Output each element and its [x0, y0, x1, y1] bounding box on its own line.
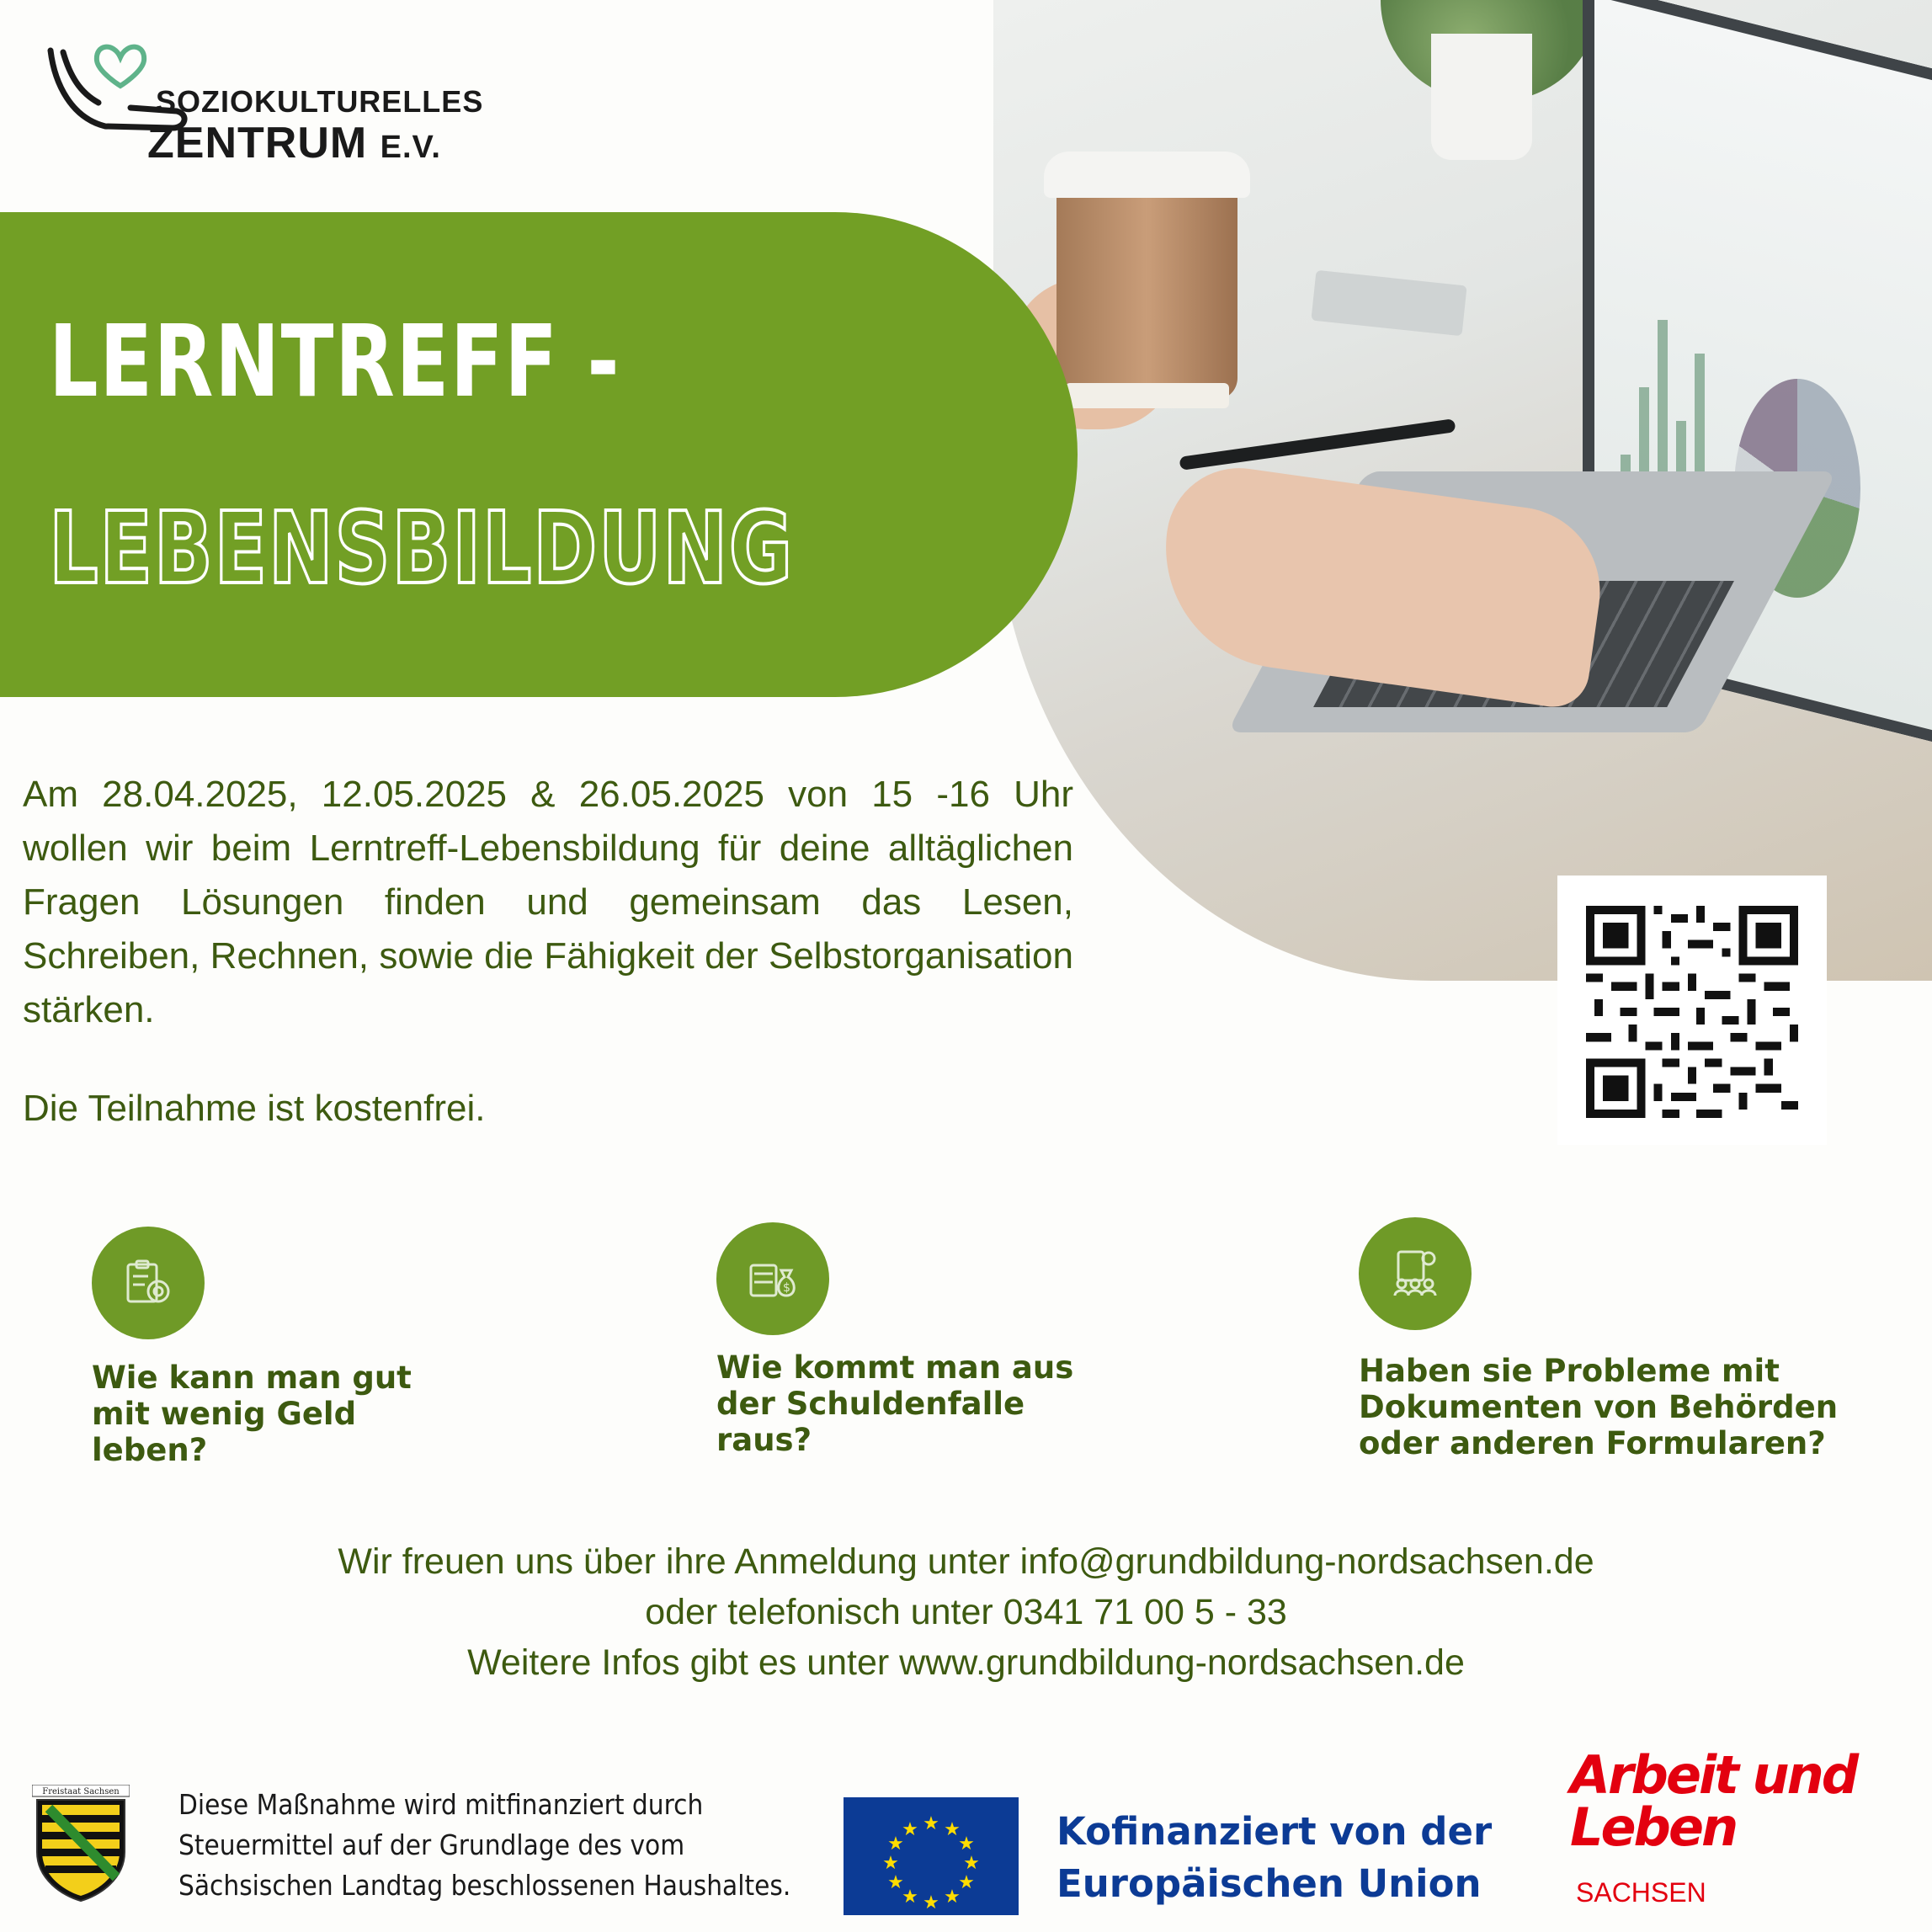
plant-pot [1431, 34, 1532, 160]
intro-text: Am 28.04.2025, 12.05.2025 & 26.05.2025 von 15 -16 Uhr wollen wir beim Lerntreff-Lebensbildung für deine alltäglichen Fragen Lösungen finden und gemeinsam das Lesen, Schreiben, Rechnen, sowie die Fähigkeit der Selbstorganisation stärken. [23, 774, 1073, 1030]
contact-web-line[interactable]: Weitere Infos gibt es unter www.grundbildung-nordsachsen.de [467, 1642, 1465, 1683]
aul-line1: Arbeit und [1570, 1744, 1857, 1806]
svg-text:★: ★ [887, 1834, 904, 1855]
logo-line1: SOZIOKULTURELLES [156, 84, 484, 119]
feature-text-1: Wie kann man gut mit wenig Geld leben? [92, 1360, 412, 1468]
svg-text:★: ★ [958, 1872, 975, 1893]
svg-text:★: ★ [902, 1819, 918, 1840]
saxony-label: Freistaat Sachsen [42, 1787, 120, 1796]
saxony-funding-text [178, 1785, 790, 1906]
svg-text:★: ★ [902, 1887, 918, 1908]
qr-code[interactable] [1586, 906, 1798, 1118]
saxony-text-line3: Sächsischen Landtag beschlossenen Haushaltes. [178, 1869, 791, 1902]
svg-text:★: ★ [923, 1813, 939, 1834]
aul-region: SACHSEN [1576, 1877, 1706, 1908]
feature-text-2: Wie kommt man aus der Schuldenfalle raus? [716, 1349, 1074, 1458]
svg-text:★: ★ [944, 1887, 961, 1908]
logo-suffix: E.V. [380, 130, 441, 165]
contact-block [0, 1536, 1932, 1688]
feature-icon-1 [92, 1227, 205, 1339]
title-line2: LEBENSBILDUNG [49, 490, 794, 606]
contact-phone-line[interactable]: oder telefonisch unter 0341 71 00 5 - 33 [645, 1592, 1287, 1632]
arbeit-und-leben-logo [1570, 1744, 1857, 1858]
feature-text-3: Haben sie Probleme mit Dokumenten von Behörden oder anderen Formularen? [1359, 1353, 1839, 1461]
saxony-text-line2: Steuermittel auf der Grundlage des vom [178, 1828, 685, 1861]
coffee-cup [1056, 164, 1237, 400]
svg-text:$: $ [783, 1281, 790, 1295]
svg-text:★: ★ [944, 1819, 961, 1840]
contact-email-line[interactable]: Wir freuen uns über ihre Anmeldung unter info@grundbildung-nordsachsen.de [338, 1541, 1594, 1582]
free-note: Die Teilnahme ist kostenfrei. [23, 1088, 486, 1129]
feature-icon-3 [1359, 1217, 1472, 1330]
logo-word: ZENTRUM [147, 119, 368, 168]
money-bag-icon [748, 1253, 798, 1304]
eu-stars-icon [844, 1797, 1019, 1915]
svg-text:★: ★ [882, 1853, 899, 1874]
clipboard-target-icon [123, 1258, 173, 1308]
document-people-icon [1390, 1248, 1440, 1299]
logo-line2 [147, 118, 441, 168]
eu-flag [844, 1797, 1019, 1915]
title-line1: LERNTREFF - [49, 303, 621, 419]
svg-text:★: ★ [958, 1834, 975, 1855]
saxony-text-line1: Diese Maßnahme wird mitfinanziert durch [178, 1788, 704, 1821]
title-banner [0, 212, 1078, 697]
feature-icon-2 [716, 1222, 829, 1335]
eu-cofunding-text [1056, 1806, 1492, 1910]
coffee-lid [1044, 152, 1250, 198]
eu-text-line1: Kofinanziert von der [1056, 1809, 1493, 1854]
svg-text:★: ★ [887, 1872, 904, 1893]
saxony-crest-icon [32, 1785, 130, 1903]
svg-text:★: ★ [963, 1853, 980, 1874]
coffee-band [1065, 383, 1229, 408]
svg-text:★: ★ [923, 1892, 939, 1913]
aul-line2: Leben [1570, 1796, 1737, 1858]
eu-text-line2: Europäischen Union [1056, 1861, 1482, 1906]
org-logo [46, 34, 484, 177]
